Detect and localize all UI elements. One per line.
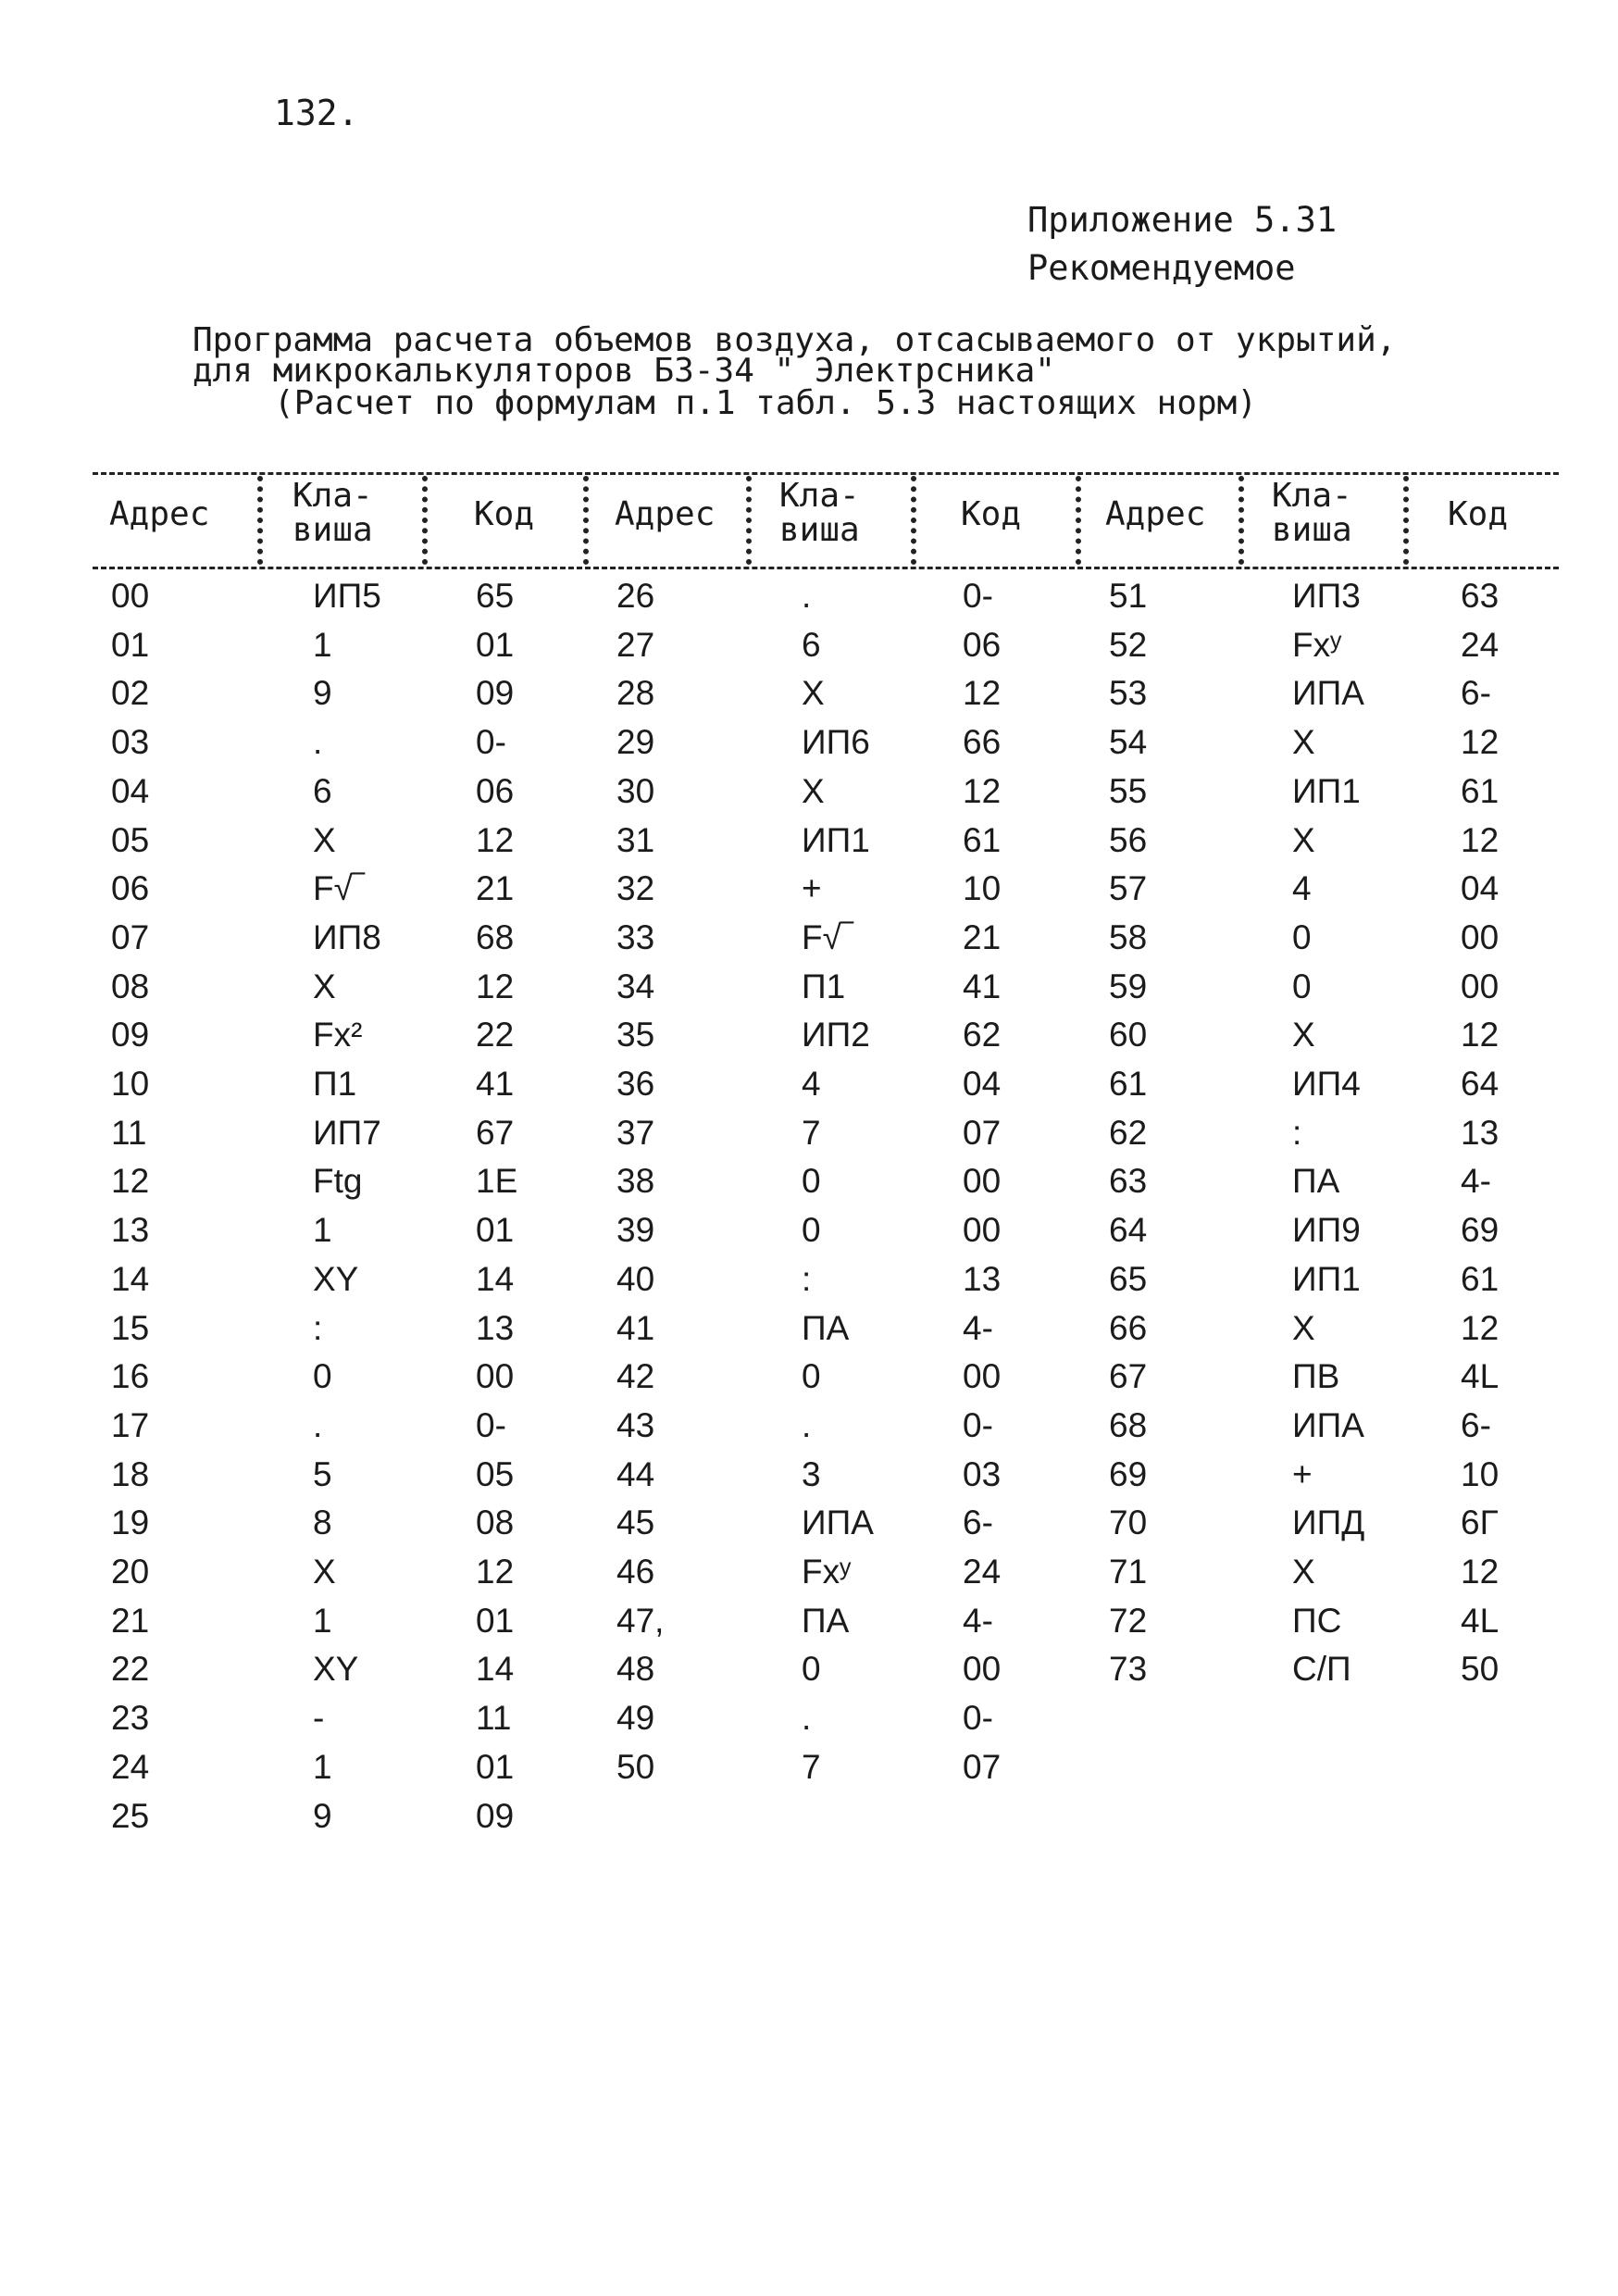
key-cell: Ftg [313, 1162, 363, 1201]
address-cell: 54 [1109, 723, 1148, 762]
address-cell: 49 [616, 1699, 655, 1738]
address-cell: 09 [111, 1016, 150, 1054]
code-cell: 24 [963, 1553, 1002, 1591]
key-cell: X [1292, 1016, 1315, 1054]
page-number: 132. [274, 93, 359, 133]
key-cell: X [313, 967, 336, 1005]
key-cell: ИП3 [1292, 577, 1361, 615]
header-separator [583, 476, 589, 565]
address-cell: 57 [1109, 869, 1148, 908]
code-cell: 01 [476, 1747, 515, 1786]
key-cell: 0 [1292, 967, 1312, 1005]
address-cell: 33 [616, 917, 655, 956]
code-cell: 4- [1461, 1162, 1491, 1201]
address-cell: 04 [111, 771, 150, 810]
key-cell: + [802, 869, 822, 908]
address-cell: 40 [616, 1259, 655, 1298]
address-cell: 12 [111, 1162, 150, 1201]
key-cell: 0 [313, 1357, 332, 1396]
address-cell: 48 [616, 1650, 655, 1689]
address-cell: 00 [111, 577, 150, 615]
key-cell: П1 [313, 1065, 357, 1103]
header-separator [422, 476, 428, 565]
address-cell: 70 [1109, 1504, 1148, 1542]
key-cell: 9 [313, 674, 332, 713]
address-cell: 52 [1109, 625, 1148, 664]
address-cell: 18 [111, 1454, 150, 1493]
address-cell: 67 [1109, 1357, 1148, 1396]
code-cell: 6- [963, 1504, 993, 1542]
key-cell: . [802, 1699, 812, 1738]
header-address-1: Адрес [109, 495, 210, 533]
address-cell: 42 [616, 1357, 655, 1396]
key-cell: ИПА [1292, 674, 1364, 713]
code-cell: 0- [476, 723, 506, 762]
address-cell: 05 [111, 820, 150, 859]
code-cell: 0- [963, 577, 993, 615]
code-cell: 12 [476, 967, 515, 1005]
address-cell: 34 [616, 967, 655, 1005]
key-cell: ИП1 [1292, 1259, 1361, 1298]
code-cell: 12 [1461, 723, 1500, 762]
code-cell: 12 [1461, 1016, 1500, 1054]
address-cell: 43 [616, 1405, 655, 1444]
code-cell: 12 [1461, 1308, 1500, 1347]
code-cell: 6- [1461, 1405, 1491, 1444]
title-line-1: Программа расчета объемов воздуха, отсасываемого от укрытий, [193, 321, 1397, 359]
address-cell: 55 [1109, 771, 1148, 810]
address-cell: 68 [1109, 1405, 1148, 1444]
code-cell: 64 [1461, 1065, 1500, 1103]
code-cell: 66 [963, 723, 1002, 762]
key-cell: П1 [802, 967, 846, 1005]
code-cell: 69 [1461, 1211, 1500, 1250]
key-cell: : [1292, 1113, 1302, 1152]
key-cell: . [802, 577, 812, 615]
key-cell: ПА [1292, 1162, 1340, 1201]
code-cell: 03 [963, 1454, 1002, 1493]
code-cell: 68 [476, 917, 515, 956]
address-cell: 71 [1109, 1553, 1148, 1591]
key-cell: ИП1 [802, 820, 870, 859]
key-cell: ИП2 [802, 1016, 870, 1054]
code-cell: 1E [476, 1162, 518, 1201]
header-separator [1403, 476, 1409, 565]
key-cell: X [313, 820, 336, 859]
header-top-rule [93, 472, 1559, 475]
address-cell: 06 [111, 869, 150, 908]
header-key-2: Кла- виша [779, 477, 860, 549]
header-separator [911, 476, 916, 565]
code-cell: 01 [476, 1211, 515, 1250]
address-cell: 30 [616, 771, 655, 810]
address-cell: 16 [111, 1357, 150, 1396]
address-cell: 21 [111, 1601, 150, 1640]
key-cell: ПА [802, 1308, 850, 1347]
header-key-3: Кла- виша [1272, 477, 1352, 549]
address-cell: 38 [616, 1162, 655, 1201]
header-separator [746, 476, 752, 565]
code-cell: 12 [963, 674, 1002, 713]
key-cell: ИП4 [1292, 1065, 1361, 1103]
address-cell: 60 [1109, 1016, 1148, 1054]
key-cell: Fxʸ [1292, 625, 1341, 664]
code-cell: 11 [476, 1699, 512, 1738]
address-cell: 28 [616, 674, 655, 713]
address-cell: 56 [1109, 820, 1148, 859]
address-cell: 26 [616, 577, 655, 615]
address-cell: 02 [111, 674, 150, 713]
code-cell: 06 [476, 771, 515, 810]
header-separator [257, 476, 263, 565]
address-cell: 14 [111, 1259, 150, 1298]
key-cell: : [802, 1259, 812, 1298]
code-cell: 62 [963, 1016, 1002, 1054]
address-cell: 72 [1109, 1601, 1148, 1640]
address-cell: 24 [111, 1747, 150, 1786]
key-cell: ИПА [1292, 1405, 1364, 1444]
header-address-3: Адрес [1105, 495, 1206, 533]
address-cell: 03 [111, 723, 150, 762]
key-cell: F√‾ [802, 917, 853, 956]
key-cell: 0 [802, 1650, 821, 1689]
address-cell: 59 [1109, 967, 1148, 1005]
code-cell: 12 [476, 820, 515, 859]
key-cell: + [1292, 1454, 1313, 1493]
code-cell: 41 [476, 1065, 515, 1103]
address-cell: 50 [616, 1747, 655, 1786]
code-cell: 0- [963, 1405, 993, 1444]
key-cell: 1 [313, 1601, 332, 1640]
address-cell: 69 [1109, 1454, 1148, 1493]
key-cell: 0 [802, 1162, 821, 1201]
address-cell: 01 [111, 625, 150, 664]
key-cell: 6 [313, 771, 332, 810]
key-cell: ИП7 [313, 1113, 381, 1152]
key-cell: X [802, 771, 825, 810]
address-cell: 35 [616, 1016, 655, 1054]
address-cell: 20 [111, 1553, 150, 1591]
address-cell: 22 [111, 1650, 150, 1689]
key-cell: ПА [802, 1601, 850, 1640]
code-cell: 05 [476, 1454, 515, 1493]
key-cell: 4 [802, 1065, 821, 1103]
key-cell: ИП6 [802, 723, 870, 762]
address-cell: 44 [616, 1454, 655, 1493]
address-cell: 10 [111, 1065, 150, 1103]
code-cell: 14 [476, 1259, 515, 1298]
code-cell: 61 [1461, 1259, 1500, 1298]
key-cell: 5 [313, 1454, 332, 1493]
code-cell: 61 [1461, 771, 1500, 810]
key-cell: Fxʸ [802, 1553, 851, 1591]
code-cell: 0- [476, 1405, 506, 1444]
code-cell: 00 [963, 1162, 1002, 1201]
address-cell: 73 [1109, 1650, 1148, 1689]
code-cell: 06 [963, 625, 1002, 664]
code-cell: 01 [476, 1601, 515, 1640]
code-cell: 21 [476, 869, 515, 908]
code-cell: 63 [1461, 577, 1500, 615]
code-cell: 09 [476, 1796, 515, 1835]
key-cell: ИПА [802, 1504, 874, 1542]
code-cell: 50 [1461, 1650, 1500, 1689]
key-cell: X [1292, 820, 1315, 859]
address-cell: 08 [111, 967, 150, 1005]
code-cell: 12 [1461, 820, 1500, 859]
key-cell: ИП5 [313, 577, 381, 615]
title-line-3: (Расчет по формулам п.1 табл. 5.3 настоящих норм) [274, 384, 1258, 422]
key-cell: 4 [1292, 869, 1312, 908]
key-cell: X [1292, 1308, 1315, 1347]
address-cell: 23 [111, 1699, 150, 1738]
recommended-label: Рекомендуемое [1027, 248, 1296, 288]
code-cell: 4- [963, 1601, 993, 1640]
key-cell: 7 [802, 1113, 821, 1152]
key-cell: . [313, 1405, 323, 1444]
key-cell: - [313, 1699, 325, 1738]
code-cell: 41 [963, 967, 1002, 1005]
code-cell: 12 [963, 771, 1002, 810]
address-cell: 65 [1109, 1259, 1148, 1298]
address-cell: 17 [111, 1405, 150, 1444]
key-cell: ИПД [1292, 1504, 1365, 1542]
key-cell: ПС [1292, 1601, 1342, 1640]
address-cell: 07 [111, 917, 150, 956]
key-cell: ИП8 [313, 917, 381, 956]
key-cell: ПВ [1292, 1357, 1340, 1396]
key-cell: X [313, 1553, 336, 1591]
code-cell: 24 [1461, 625, 1500, 664]
address-cell: 25 [111, 1796, 150, 1835]
code-cell: 6- [1461, 674, 1491, 713]
code-cell: 4L [1461, 1357, 1500, 1396]
header-key-1: Кла- виша [292, 477, 373, 549]
address-cell: 62 [1109, 1113, 1148, 1152]
address-cell: 64 [1109, 1211, 1148, 1250]
key-cell: . [802, 1405, 812, 1444]
key-cell: 1 [313, 1211, 332, 1250]
header-code-1: Код [474, 495, 535, 533]
code-cell: 07 [963, 1113, 1002, 1152]
code-cell: 08 [476, 1504, 515, 1542]
key-cell: : [313, 1308, 323, 1347]
address-cell: 47, [616, 1601, 665, 1640]
code-cell: 4- [963, 1308, 993, 1347]
address-cell: 31 [616, 820, 655, 859]
address-cell: 27 [616, 625, 655, 664]
address-cell: 46 [616, 1553, 655, 1591]
address-cell: 41 [616, 1308, 655, 1347]
address-cell: 29 [616, 723, 655, 762]
header-separator [1238, 476, 1244, 565]
key-cell: . [313, 723, 323, 762]
address-cell: 15 [111, 1308, 150, 1347]
header-address-2: Адрес [615, 495, 716, 533]
address-cell: 36 [616, 1065, 655, 1103]
key-cell: 9 [313, 1796, 332, 1835]
key-cell: 6 [802, 625, 821, 664]
key-cell: 3 [802, 1454, 821, 1493]
key-cell: X [1292, 1553, 1315, 1591]
key-cell: XY [313, 1259, 359, 1298]
header-code-3: Код [1448, 495, 1509, 533]
code-cell: 00 [963, 1650, 1002, 1689]
header-code-2: Код [961, 495, 1022, 533]
code-cell: 01 [476, 625, 515, 664]
code-cell: 14 [476, 1650, 515, 1689]
key-cell: 0 [1292, 917, 1312, 956]
address-cell: 19 [111, 1504, 150, 1542]
appendix-label: Приложение 5.31 [1027, 200, 1338, 240]
key-cell: 8 [313, 1504, 332, 1542]
key-cell: XY [313, 1650, 359, 1689]
code-cell: 22 [476, 1016, 515, 1054]
code-cell: 00 [963, 1211, 1002, 1250]
address-cell: 37 [616, 1113, 655, 1152]
code-cell: 61 [963, 820, 1002, 859]
code-cell: 67 [476, 1113, 515, 1152]
key-cell: 1 [313, 1747, 332, 1786]
address-cell: 13 [111, 1211, 150, 1250]
code-cell: 04 [1461, 869, 1500, 908]
code-cell: 4L [1461, 1601, 1500, 1640]
address-cell: 61 [1109, 1065, 1148, 1103]
address-cell: 63 [1109, 1162, 1148, 1201]
key-cell: ИП9 [1292, 1211, 1361, 1250]
code-cell: 13 [963, 1259, 1002, 1298]
code-cell: 00 [476, 1357, 515, 1396]
code-cell: 10 [1461, 1454, 1500, 1493]
address-cell: 11 [111, 1113, 147, 1152]
code-cell: 04 [963, 1065, 1002, 1103]
code-cell: 12 [1461, 1553, 1500, 1591]
address-cell: 58 [1109, 917, 1148, 956]
code-cell: 21 [963, 917, 1002, 956]
code-cell: 07 [963, 1747, 1002, 1786]
code-cell: 65 [476, 577, 515, 615]
key-cell: 0 [802, 1211, 821, 1250]
address-cell: 32 [616, 869, 655, 908]
address-cell: 51 [1109, 577, 1148, 615]
code-cell: 0- [963, 1699, 993, 1738]
address-cell: 53 [1109, 674, 1148, 713]
code-cell: 00 [1461, 917, 1500, 956]
key-cell: X [1292, 723, 1315, 762]
key-cell: 0 [802, 1357, 821, 1396]
code-cell: 12 [476, 1553, 515, 1591]
header-separator [1076, 476, 1081, 565]
code-cell: 09 [476, 674, 515, 713]
header-bottom-rule [93, 567, 1559, 569]
key-cell: 1 [313, 625, 332, 664]
title-line-2: для микрокалькуляторов Б3-34 " Электрсника" [193, 352, 1055, 390]
code-cell: 00 [963, 1357, 1002, 1396]
address-cell: 39 [616, 1211, 655, 1250]
code-cell: 6Г [1461, 1504, 1499, 1542]
code-cell: 10 [963, 869, 1002, 908]
key-cell: F√‾ [313, 869, 365, 908]
code-cell: 13 [476, 1308, 515, 1347]
address-cell: 66 [1109, 1308, 1148, 1347]
code-cell: 00 [1461, 967, 1500, 1005]
key-cell: ИП1 [1292, 771, 1361, 810]
key-cell: Fx² [313, 1016, 363, 1054]
address-cell: 45 [616, 1504, 655, 1542]
key-cell: С/П [1292, 1650, 1351, 1689]
key-cell: X [802, 674, 825, 713]
code-cell: 13 [1461, 1113, 1500, 1152]
key-cell: 7 [802, 1747, 821, 1786]
